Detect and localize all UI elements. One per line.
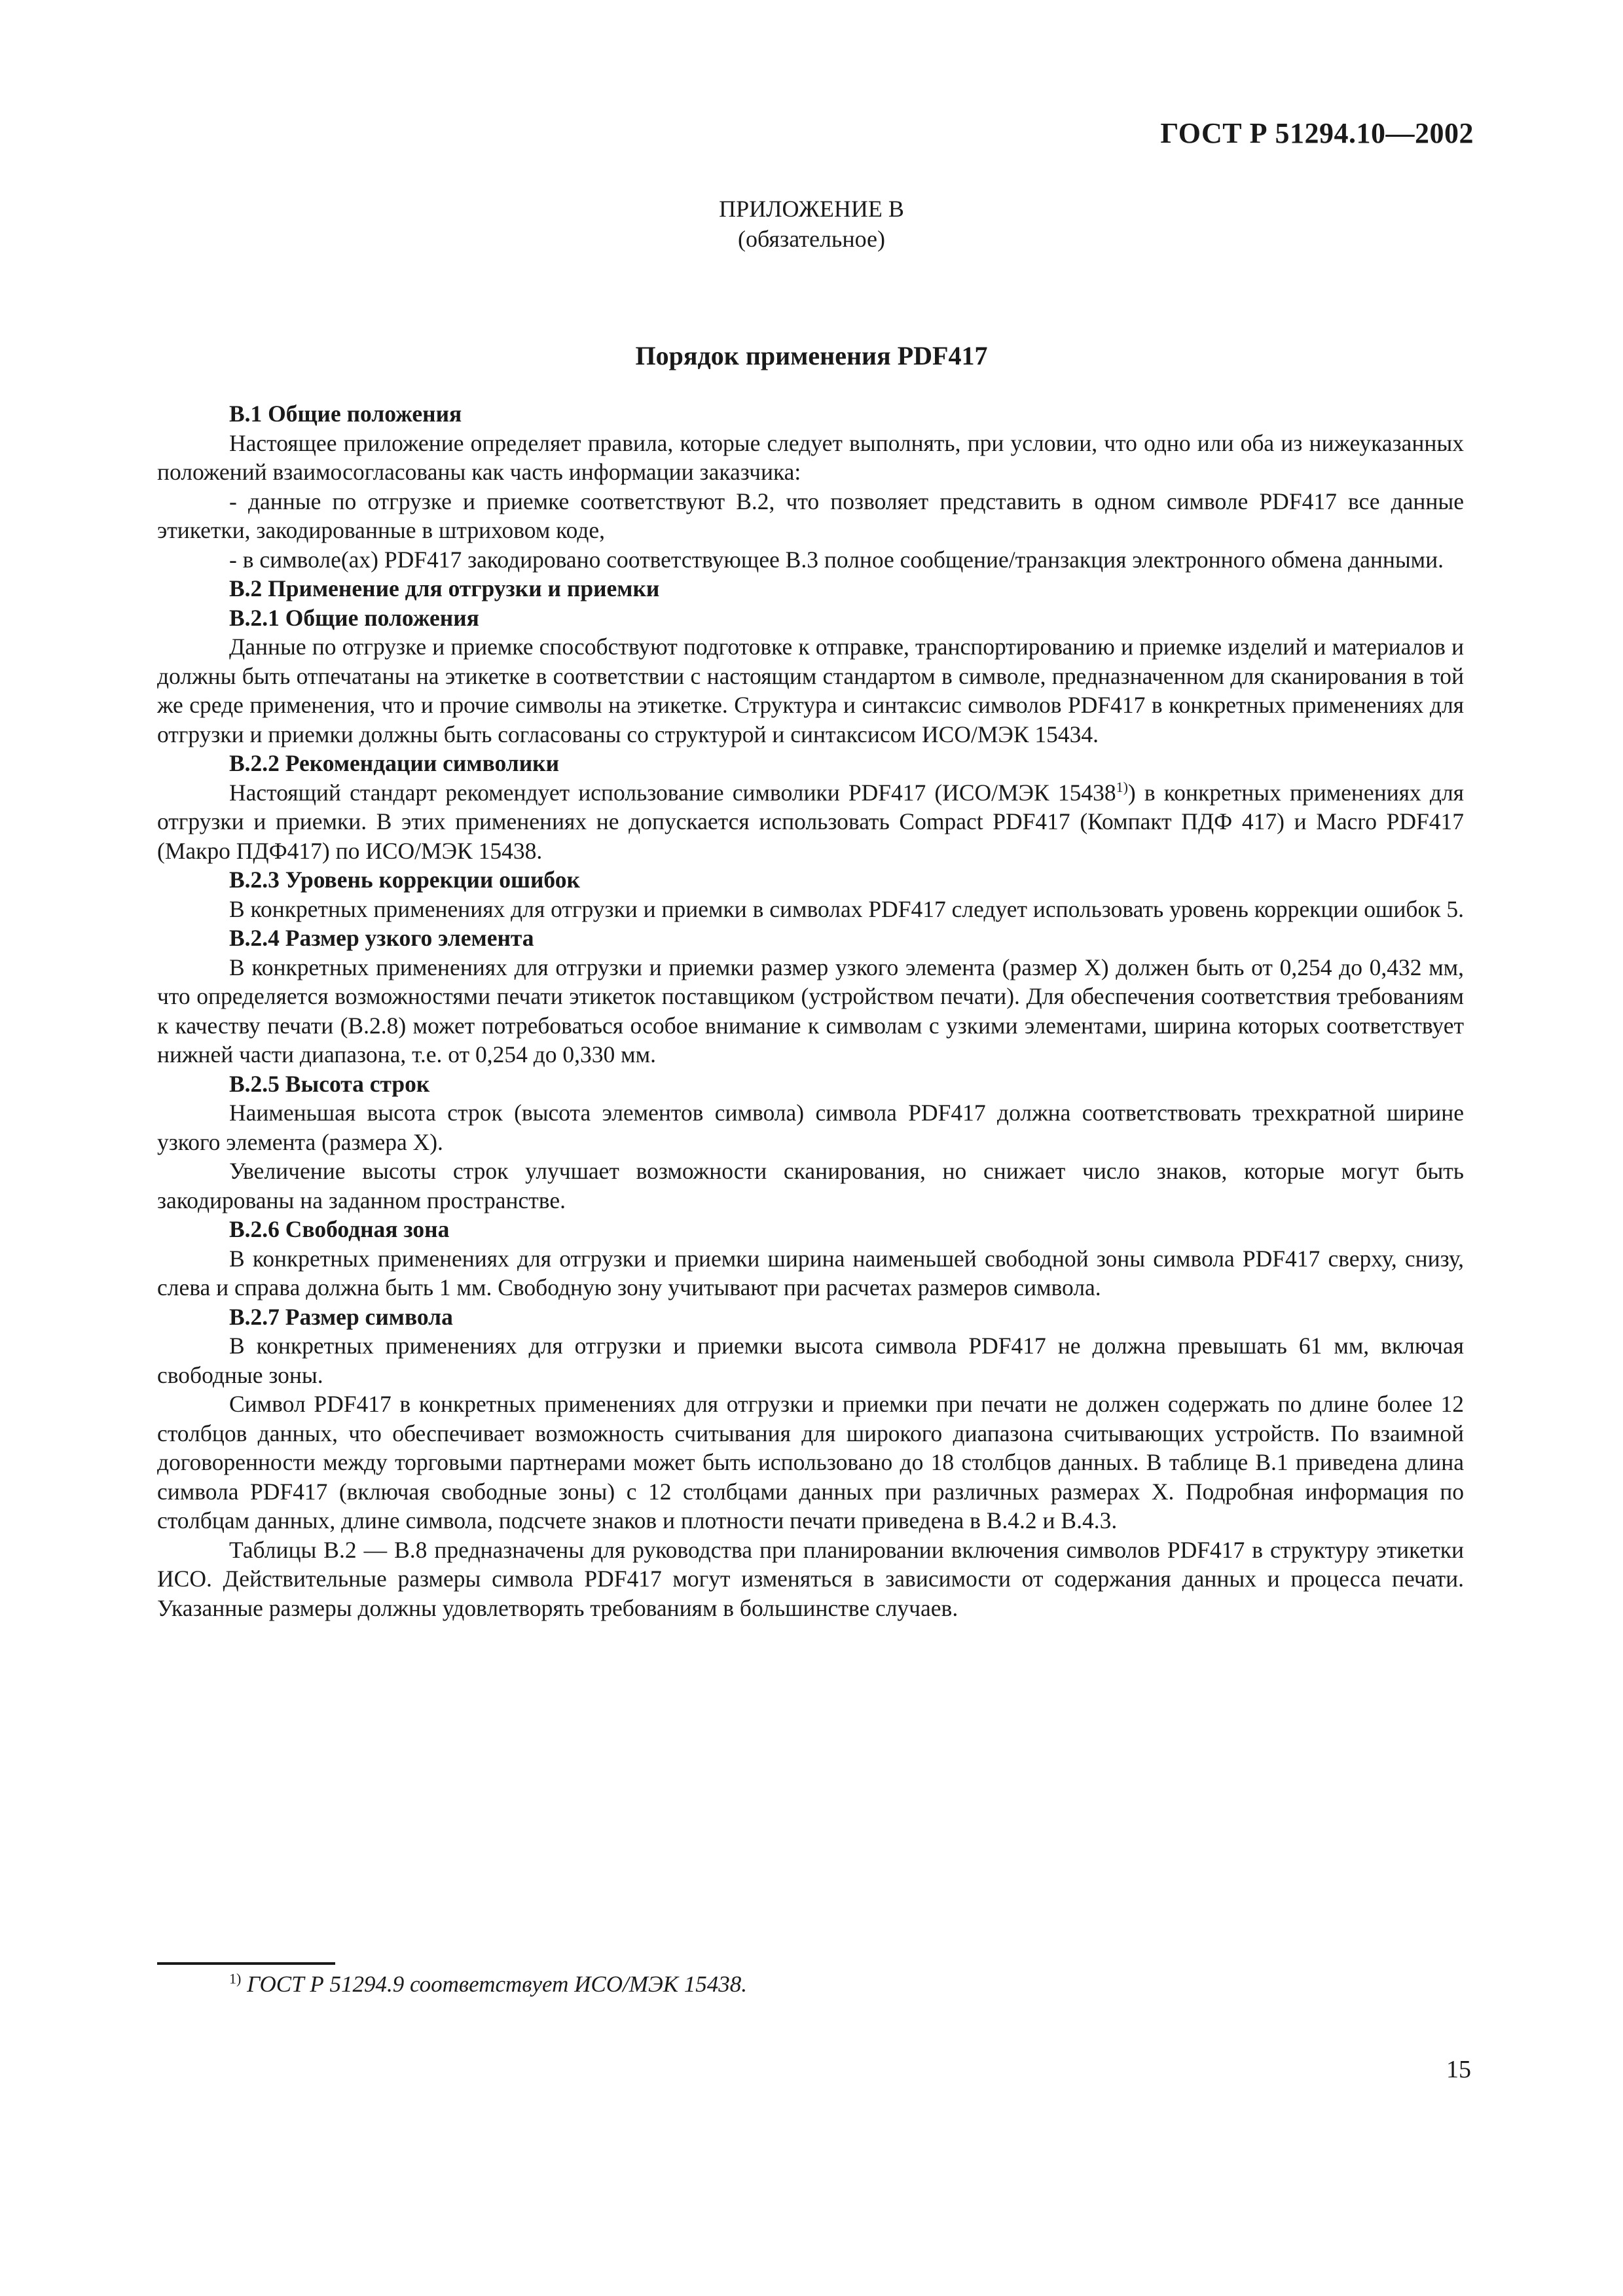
section-heading-b2: В.2 Применение для отгрузки и приемки <box>229 575 660 601</box>
paragraph: В конкретных применениях для отгрузки и приемки в символах PDF417 следует использовать уровень коррекции ошибок 5. <box>229 895 1464 922</box>
paragraph: Настоящее приложение определяет правила, которые следует выполнять, при условии, что одно или оба из нижеуказанных положений взаимосогласованы как часть информации заказчика: <box>157 429 1464 485</box>
paragraph: Наименьшая высота строк (высота элементов символа) символа PDF417 должна соответствовать трехкратной ширине узкого элемента (размера X). <box>157 1100 1464 1155</box>
paragraph: - данные по отгрузке и приемке соответствуют В.2, что позволяет представить в одном символе PDF417 все данные этикетки, закодированные в штриховом коде, <box>157 488 1464 543</box>
paragraph: - в символе(ах) PDF417 закодировано соответствующее В.3 полное сообщение/транзакция электронного обмена данными. <box>229 546 1444 573</box>
page-number: 15 <box>1446 2056 1471 2083</box>
section-heading-b26: В.2.6 Свободная зона <box>229 1216 450 1242</box>
section-heading-b1: В.1 Общие положения <box>229 401 462 427</box>
paragraph-text: ) в конкретных применениях для отгрузки и приемки. В этих применениях не допускается использовать Compact PDF417 (Компакт ПДФ 417) и Macro PDF417 (Макро ПДФ417) по ИСО/МЭК 15438. <box>157 779 1465 864</box>
annex-heading <box>0 194 1623 254</box>
page-title: Порядок применения PDF417 <box>635 341 988 370</box>
paragraph: Символ PDF417 в конкретных применениях для отгрузки и приемки при печати не должен содержать по длине более 12 столбцов данных, что обеспечивает возможность считывания для широкого диапазона считывающих устройств. По взаимной договоренности между торговыми партнерами может быть использовано до 18 столбцов данных. В таблице В.1 приведена длина символа PDF417 (включая свободные зоны) с 12 столбцами данных при различных размерах X. Подробная информация по столбцам данных, длине символа, подсчете знаков и плотности печати приведена в В.4.2 и В.4.3. <box>157 1391 1464 1534</box>
footnote-marker: 1) <box>229 1970 242 1987</box>
footnote-text: ГОСТ Р 51294.9 соответствует ИСО/МЭК 15438. <box>241 1971 748 1997</box>
body-text <box>157 399 1464 1623</box>
footnote-ref: 1) <box>1116 778 1128 795</box>
section-heading-b24: В.2.4 Размер узкого элемента <box>229 925 534 951</box>
footnote <box>229 1971 747 1998</box>
paragraph: Таблицы В.2 — В.8 предназначены для руководства при планировании включения символов PDF417 в структуру этикетки ИСО. Действительные размеры символа PDF417 могут изменяться в зависимости от содержания данных и процесса печати. Указанные размеры должны удовлетворять требованиям в большинстве случаев. <box>157 1536 1464 1621</box>
section-heading-b22: В.2.2 Рекомендации символики <box>229 750 560 776</box>
section-heading-b27: В.2.7 Размер символа <box>229 1303 453 1330</box>
document-number: ГОСТ Р 51294.10—2002 <box>1160 117 1474 149</box>
paragraph: Данные по отгрузке и приемке способствуют подготовке к отправке, транспортированию и приемке изделий и материалов и должны быть отпечатаны на этикетке в соответствии с настоящим стандартом в символе, предназначенном для сканирования в той же среде применения, что и прочие символы на этикетке. Структура и синтаксис символов PDF417 в конкретных применениях для отгрузки и приемки должны быть согласованы со структурой и синтаксисом ИСО/МЭК 15434. <box>157 634 1464 747</box>
paragraph: В конкретных применениях для отгрузки и приемки высота символа PDF417 не должна превышать 61 мм, включая свободные зоны. <box>157 1333 1464 1388</box>
paragraph <box>157 778 1464 866</box>
section-heading-b25: В.2.5 Высота строк <box>229 1070 430 1097</box>
section-heading-b23: В.2.3 Уровень коррекции ошибок <box>229 867 580 893</box>
footnote-divider <box>157 1962 335 1965</box>
paragraph: В конкретных применениях для отгрузки и приемки ширина наименьшей свободной зоны символа PDF417 сверху, снизу, слева и справа должна быть 1 мм. Свободную зону учитывают при расчетах размеров символа. <box>157 1245 1464 1300</box>
annex-title: ПРИЛОЖЕНИЕ В <box>719 196 904 222</box>
paragraph: В конкретных применениях для отгрузки и приемки размер узкого элемента (размер X) должен быть от 0,254 до 0,432 мм, что определяется возможностями печати этикеток поставщиком (устройством печати). Для обеспечения соответствия требованиям к качеству печати (В.2.8) может потребоваться особое внимание к символам с узкими элементами, ширина которых соответствует нижней части диапазона, т.е. от 0,254 до 0,330 мм. <box>157 954 1464 1067</box>
annex-status: (обязательное) <box>738 226 885 252</box>
section-heading-b21: В.2.1 Общие положения <box>229 604 479 631</box>
paragraph: Увеличение высоты строк улучшает возможности сканирования, но снижает число знаков, которые могут быть закодированы на заданном пространстве. <box>157 1158 1464 1213</box>
paragraph-text: Настоящий стандарт рекомендует использование символики PDF417 (ИСО/МЭК 15438 <box>229 779 1116 806</box>
